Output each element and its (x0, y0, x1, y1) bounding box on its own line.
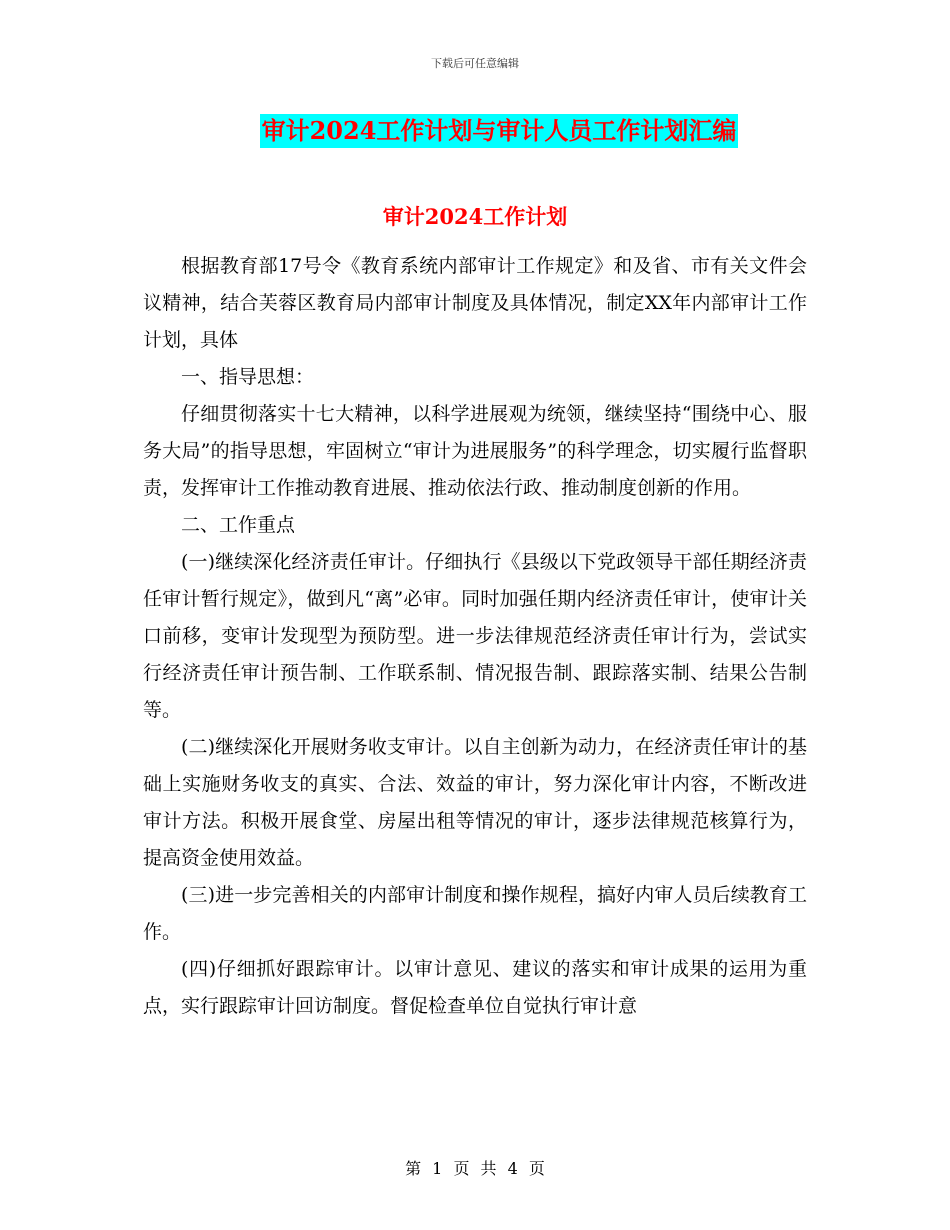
paragraph-item-3: (三)进一步完善相关的内部审计制度和操作规程，搞好内审人员后续教育工作。 (143, 884, 807, 943)
heading-work-focus: 二、工作重点 (181, 514, 296, 536)
section-title: 审计2024工作计划 (382, 204, 568, 229)
paragraph-item-2: (二)继续深化开展财务收支审计。以自主创新为动力，在经济责任审计的基础上实施财务收支的真实、合法、效益的审计，努力深化审计内容，不断改进审计方法。积极开展食堂、房屋出租等情况的审计，逐步法律规范核算行为，提高资金使用效益。 (143, 736, 807, 869)
paragraph-guiding-thought: 仔细贯彻落实十七大精神，以科学进展观为统领，继续坚持“围绕中心、服务大局”的指导思想，牢固树立“审计为进展服务”的科学理念，切实履行监督职责，发挥审计工作推动教育进展、推动依法行政、推动制度创新的作用。 (143, 403, 807, 499)
header-note: 下载后可任意编辑 (431, 57, 519, 70)
paragraph-intro: 根据教育部17号令《教育系统内部审计工作规定》和及省、市有关文件会议精神，结合芙蓉区教育局内部审计制度及具体情况，制定XX年内部审计工作计划，具体 (143, 255, 807, 351)
page-footer: 第 1 页 共 4 页 (405, 1159, 545, 1178)
body-text (143, 248, 807, 1025)
main-title: 审计2024工作计划与审计人员工作计划汇编 (260, 114, 739, 148)
paragraph-item-1: (一)继续深化经济责任审计。仔细执行《县级以下党政领导干部任期经济责任审计暂行规定》，做到凡“离”必审。同时加强任期内经济责任审计，使审计关口前移，变审计发现型为预防型。进一步法律规范经济责任审计行为，尝试实行经济责任审计预告制、工作联系制、情况报告制、跟踪落实制、结果公告制等。 (143, 551, 807, 721)
main-title-wrap (0, 114, 950, 148)
paragraph-item-4: (四)仔细抓好跟踪审计。以审计意见、建议的落实和审计成果的运用为重点，实行跟踪审计回访制度。督促检查单位自觉执行审计意 (143, 958, 807, 1017)
heading-guiding-thought: 一、指导思想： (181, 366, 315, 388)
